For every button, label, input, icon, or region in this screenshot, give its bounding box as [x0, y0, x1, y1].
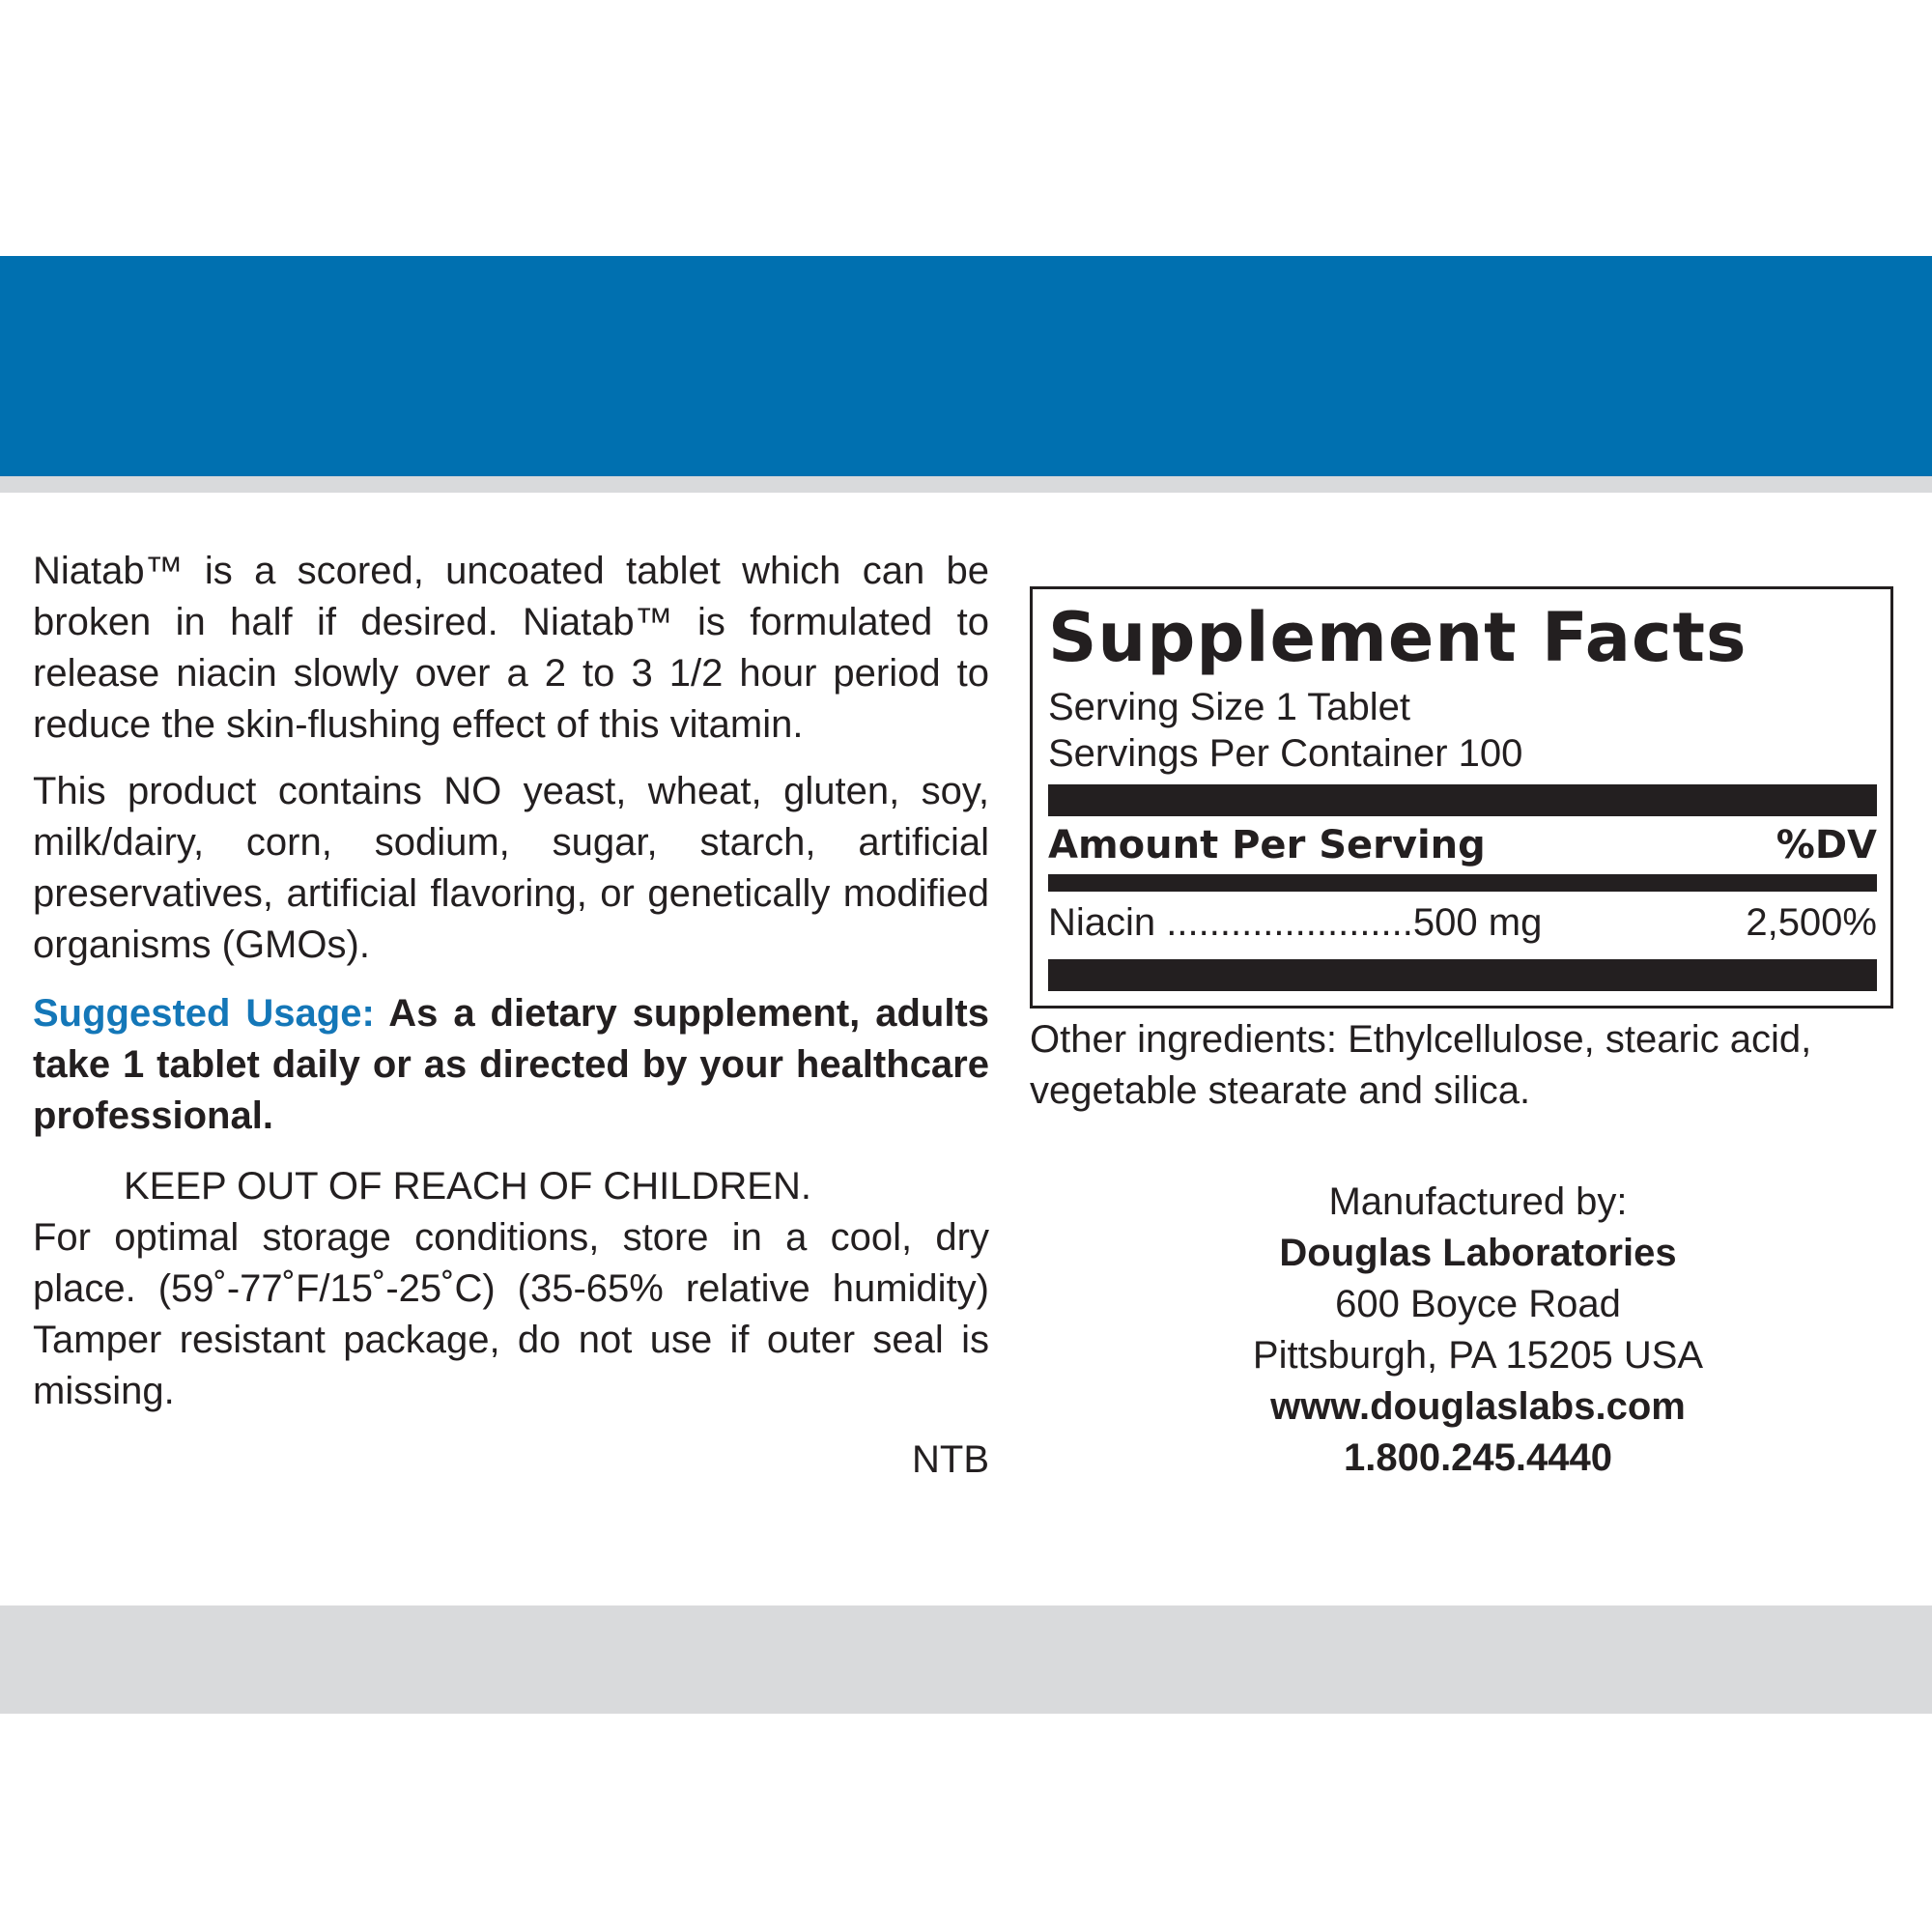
warning-text: KEEP OUT OF REACH OF CHILDREN.: [124, 1165, 811, 1208]
dv-header: %DV: [1776, 823, 1877, 867]
storage-text: For optimal storage conditions, store in a cool, dry place. (59˚-77˚F/15˚-25˚C) (35-65% relative humidity) Tamper resistant package, do not use if outer seal is missing.: [33, 1216, 989, 1412]
facts-header-row: [1048, 816, 1877, 874]
product-description: [33, 546, 989, 1486]
manufacturer-address-street: 600 Boyce Road: [1335, 1283, 1621, 1325]
manufacturer-name: Douglas Laboratories: [1279, 1232, 1677, 1274]
supplement-facts-title: Supplement Facts: [1048, 598, 1747, 677]
nutrient-amount: 500 mg: [1412, 901, 1543, 944]
manufacturer-website: www.douglaslabs.com: [1270, 1385, 1686, 1428]
nutrient-name: Niacin: [1048, 901, 1156, 944]
manufacturer-phone: 1.800.245.4440: [1343, 1436, 1613, 1479]
supplement-facts-panel: [1030, 586, 1893, 1009]
nutrient-row: [1048, 894, 1877, 952]
manufacturer-label: Manufactured by:: [1328, 1180, 1628, 1223]
description-paragraph-2: This product contains NO yeast, wheat, gluten, soy, milk/dairy, corn, sodium, sugar, starch, artificial preservatives, artificial flavoring, or genetically modified organisms (GMOs).: [33, 770, 989, 966]
nutrient-dv: 2,500%: [1746, 901, 1877, 944]
amount-per-serving-header: Amount Per Serving: [1048, 823, 1486, 867]
nutrient-leader-dots: .......................: [1166, 901, 1413, 944]
header-band: [0, 256, 1932, 476]
serving-size: Serving Size 1 Tablet: [1048, 686, 1411, 728]
suggested-usage-text: As a dietary supplement, adults take 1 tablet daily or as directed by your healthcare professional.: [33, 992, 989, 1137]
footer-band: [0, 1605, 1932, 1714]
manufacturer-address-city: Pittsburgh, PA 15205 USA: [1252, 1334, 1704, 1377]
product-code: NTB: [912, 1438, 989, 1481]
suggested-usage-label: Suggested Usage:: [33, 992, 375, 1035]
facts-divider: [1048, 784, 1877, 816]
servings-per-container: Servings Per Container 100: [1048, 732, 1523, 775]
suggested-usage: [33, 988, 989, 1142]
manufacturer-info: [1140, 1177, 1816, 1484]
other-ingredients: Other ingredients: Ethylcellulose, stearic acid, vegetable stearate and silica.: [1030, 1018, 1812, 1112]
facts-divider: [1048, 874, 1877, 892]
facts-divider: [1048, 959, 1877, 991]
description-paragraph-1: Niatab™ is a scored, uncoated tablet which can be broken in half if desired. Niatab™ is formulated to release niacin slowly over a 2 to 3 1/2 hour period to reduce the skin-flushing effect of this vitamin.: [33, 550, 989, 746]
header-band-stripe: [0, 476, 1932, 493]
